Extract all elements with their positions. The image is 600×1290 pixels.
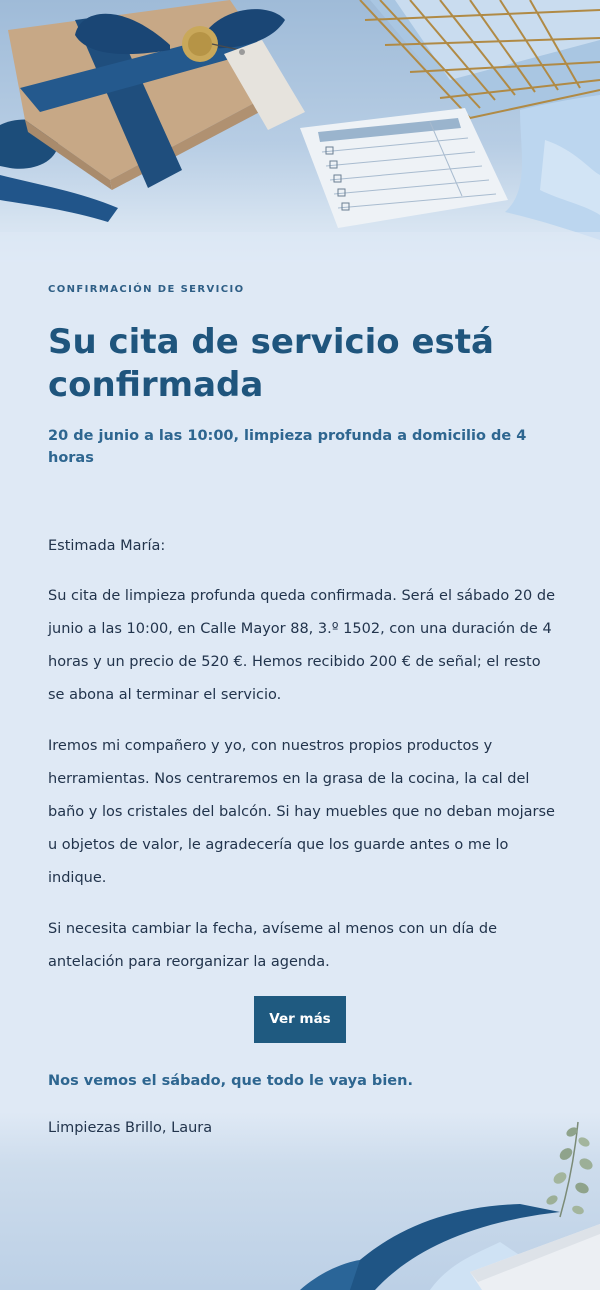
checklist-card [300,108,508,228]
paragraph-confirmation: Su cita de limpieza profunda queda confirmada. Será el sábado 20 de junio a las 10:00, en Calle Mayor 88, 3.º 1502, con una duración de 4 horas y un precio de 520 €. Hemos recibido 200 € de señal; el resto se abona al terminar el servicio. [48,588,556,703]
signature: Limpiezas Brillo, Laura [48,1120,213,1136]
see-more-button[interactable]: Ver más [254,996,346,1043]
gift-box [8,0,290,190]
page-title: Su cita de servicio está confirmada [48,322,494,405]
wire-basket [360,0,600,118]
eucalyptus-sprig [545,1122,595,1217]
cta-container [0,996,600,1043]
paragraph-details: Iremos mi compañero y yo, con nuestros propios productos y herramientas. Nos centraremos en la grasa de la cocina, la cal del baño y los cristales del balcón. Si hay muebles que no deban mojarse u objetos de valor, le agradecería que los guarde antes o me lo indique. [48,738,555,886]
closing-line: Nos vemos el sábado, que todo le vaya bien. [48,1073,413,1089]
hero-art [0,0,600,262]
greeting: Estimada María: [48,538,166,554]
eyebrow-label: CONFIRMACIÓN DE SERVICIO [48,284,245,295]
appointment-summary: 20 de junio a las 10:00, limpieza profunda a domicilio de 4 horas [48,428,527,466]
paragraph-reschedule: Si necesita cambiar la fecha, avíseme al menos con un día de antelación para reorganizar la agenda. [48,921,497,970]
hero-illustration [0,0,600,262]
email-content [48,282,560,979]
ribbon-tail [0,175,118,222]
